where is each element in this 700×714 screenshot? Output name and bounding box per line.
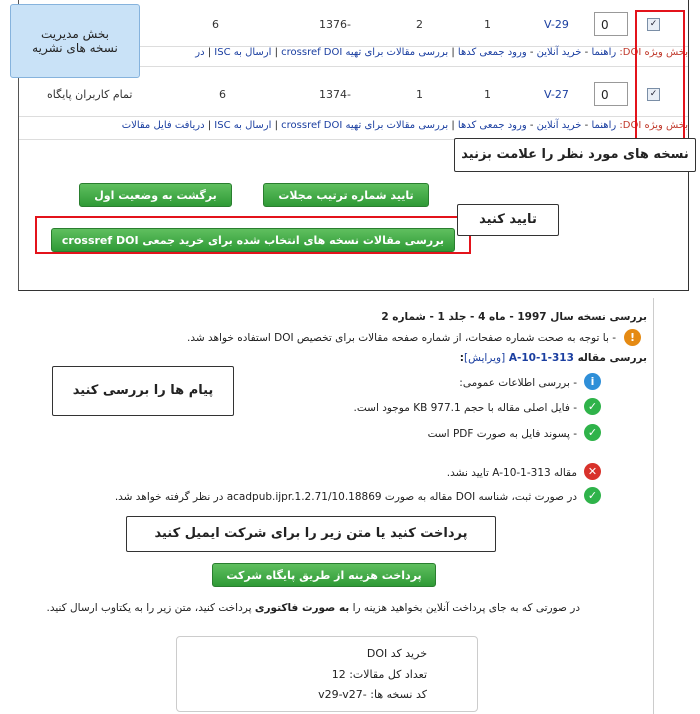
- check-pdf: - پسوند فایل به صورت PDF است: [427, 428, 577, 440]
- issue-checkbox[interactable]: ✓: [647, 18, 660, 31]
- help-link[interactable]: راهنما: [591, 47, 617, 58]
- issue-checkbox[interactable]: ✓: [647, 88, 660, 101]
- callout-pay-or-email: پرداخت کنید یا متن زیر را برای شرکت ایمیل کنید: [126, 516, 496, 552]
- issue-col-a: 1: [484, 88, 491, 101]
- table-row: [19, 76, 688, 117]
- help-link[interactable]: راهنما: [591, 120, 617, 131]
- issue-count: 6: [219, 88, 226, 101]
- issue-count: 6: [212, 18, 219, 31]
- doi-links-row: بخش ویژه DOI: راهنما - خرید آنلاین - ورود جمعی کدها | بررسی مقالات برای تهیه crossref DOI | ارسال به ISC | دریافت فایل مقالات: [19, 115, 688, 140]
- issue-year: 1374-: [319, 88, 351, 101]
- check-general-info: - بررسی اطلاعات عمومی:: [459, 377, 577, 389]
- issue-col-b: 1: [416, 88, 423, 101]
- confirm-order-button[interactable]: تایید شماره ترتیب مجلات: [263, 183, 429, 207]
- review-issue: شماره 2: [381, 311, 426, 323]
- crossref-review-link[interactable]: بررسی مقالات برای تهیه crossref DOI: [281, 47, 449, 58]
- summary-line-3: کد نسخه ها: -v29-v27: [318, 688, 427, 701]
- callout-review-messages: پیام ها را بررسی کنید: [52, 366, 234, 416]
- section-label-line2: نسخه های نشریه: [32, 41, 118, 55]
- volume-link[interactable]: V-29: [544, 18, 569, 31]
- section-label-line1: بخش مدیریت: [41, 27, 110, 41]
- separator: |: [274, 47, 278, 58]
- summary-line-1: خرید کد DOI: [366, 647, 427, 660]
- callout-confirm: تایید کنید: [457, 204, 559, 236]
- review-header: بررسی نسخه سال 1997 - ماه 4 - جلد 1 - شماره 2: [381, 311, 647, 323]
- check-icon: ✓: [584, 487, 601, 504]
- crossref-review-link[interactable]: بررسی مقالات برای تهیه crossref DOI: [281, 120, 449, 131]
- warning-icon: !: [624, 329, 641, 346]
- download-articles-link[interactable]: در: [195, 47, 205, 58]
- doi-note-text: در صورت ثبت، شناسه DOI مقاله به صورت 10.18869/acadpub.ijpr.1.2.71 در نظر گرفته خواهد شد.: [114, 491, 577, 503]
- order-input[interactable]: 0: [594, 82, 628, 106]
- edit-link[interactable]: [ویرایش]: [463, 352, 506, 364]
- review-button-highlight: [35, 216, 471, 254]
- pay-fee-button[interactable]: پرداخت هزینه از طریق پایگاه شرکت: [212, 563, 436, 587]
- check-icon: ✓: [584, 398, 601, 415]
- warning-text: - با توجه به صحت شماره صفحات، از شماره صفحه مقالات برای تخصیص DOI استفاده خواهد شد.: [187, 332, 616, 344]
- section-label-box: [10, 4, 140, 78]
- doi-links-row: بخش ویژه DOI: راهنما - خرید آنلاین - ورود جمعی کدها | بررسی مقالات برای تهیه crossref DOI | ارسال به ISC | در: [19, 42, 688, 67]
- review-selected-button[interactable]: بررسی مقالات نسخه های انتخاب شده برای خرید جمعی crossref DOI: [51, 228, 455, 252]
- bulk-codes-link[interactable]: ورود جمعی کدها: [457, 120, 527, 131]
- separator: |: [207, 120, 212, 131]
- issue-col-a: 1: [484, 18, 491, 31]
- review-month: ماه 4: [478, 311, 506, 323]
- bulk-codes-link[interactable]: ورود جمعی کدها: [457, 47, 527, 58]
- check-file-size: - فایل اصلی مقاله با حجم KB 977.1 موجود است.: [353, 402, 577, 414]
- checkbox-highlight: [635, 10, 685, 140]
- order-input[interactable]: 0: [594, 12, 628, 36]
- article-code-link[interactable]: A-10-1-313: [508, 352, 574, 364]
- article-review-title: بررسی مقاله A-10-1-313 [ویرایش]:: [459, 352, 647, 364]
- error-icon: ✕: [584, 463, 601, 480]
- online-purchase-link[interactable]: خرید آنلاین: [536, 47, 582, 58]
- separator: |: [274, 120, 278, 131]
- summary-textbox[interactable]: [176, 636, 478, 712]
- access-label: تمام کاربران پایگاه: [47, 88, 133, 101]
- not-confirmed-text: مقاله A-10-1-313 تایید نشد.: [446, 467, 577, 479]
- online-purchase-link[interactable]: خرید آنلاین: [536, 120, 582, 131]
- check-icon: ✓: [584, 424, 601, 441]
- download-articles-link[interactable]: دریافت فایل مقالات: [121, 120, 205, 131]
- separator: |: [207, 47, 212, 58]
- offline-note: در صورتی که به جای پرداخت آنلاین بخواهید هزینه را به صورت فاکتوری پرداخت کنید، متن زیر را به یکتاوب ارسال کنید.: [46, 602, 580, 614]
- callout-check-issues: نسخه های مورد نظر را علامت بزنید: [454, 138, 696, 172]
- volume-link[interactable]: V-27: [544, 88, 569, 101]
- send-isc-link[interactable]: ارسال به ISC: [214, 120, 272, 131]
- reset-button[interactable]: برگشت به وضعیت اول: [79, 183, 232, 207]
- send-isc-link[interactable]: ارسال به ISC: [214, 47, 272, 58]
- review-year: سال 1997: [517, 311, 574, 323]
- doi-section-label: بخش ویژه DOI:: [619, 47, 688, 58]
- review-volume: جلد 1: [437, 311, 467, 323]
- review-header-prefix: بررسی نسخه: [577, 311, 647, 323]
- issue-year: 1376-: [319, 18, 351, 31]
- issue-col-b: 2: [416, 18, 423, 31]
- separator: |: [451, 120, 455, 131]
- separator: |: [451, 47, 455, 58]
- doi-section-label: بخش ویژه DOI:: [619, 120, 688, 131]
- summary-line-2: تعداد کل مقالات: 12: [331, 668, 427, 681]
- info-icon: i: [584, 373, 601, 390]
